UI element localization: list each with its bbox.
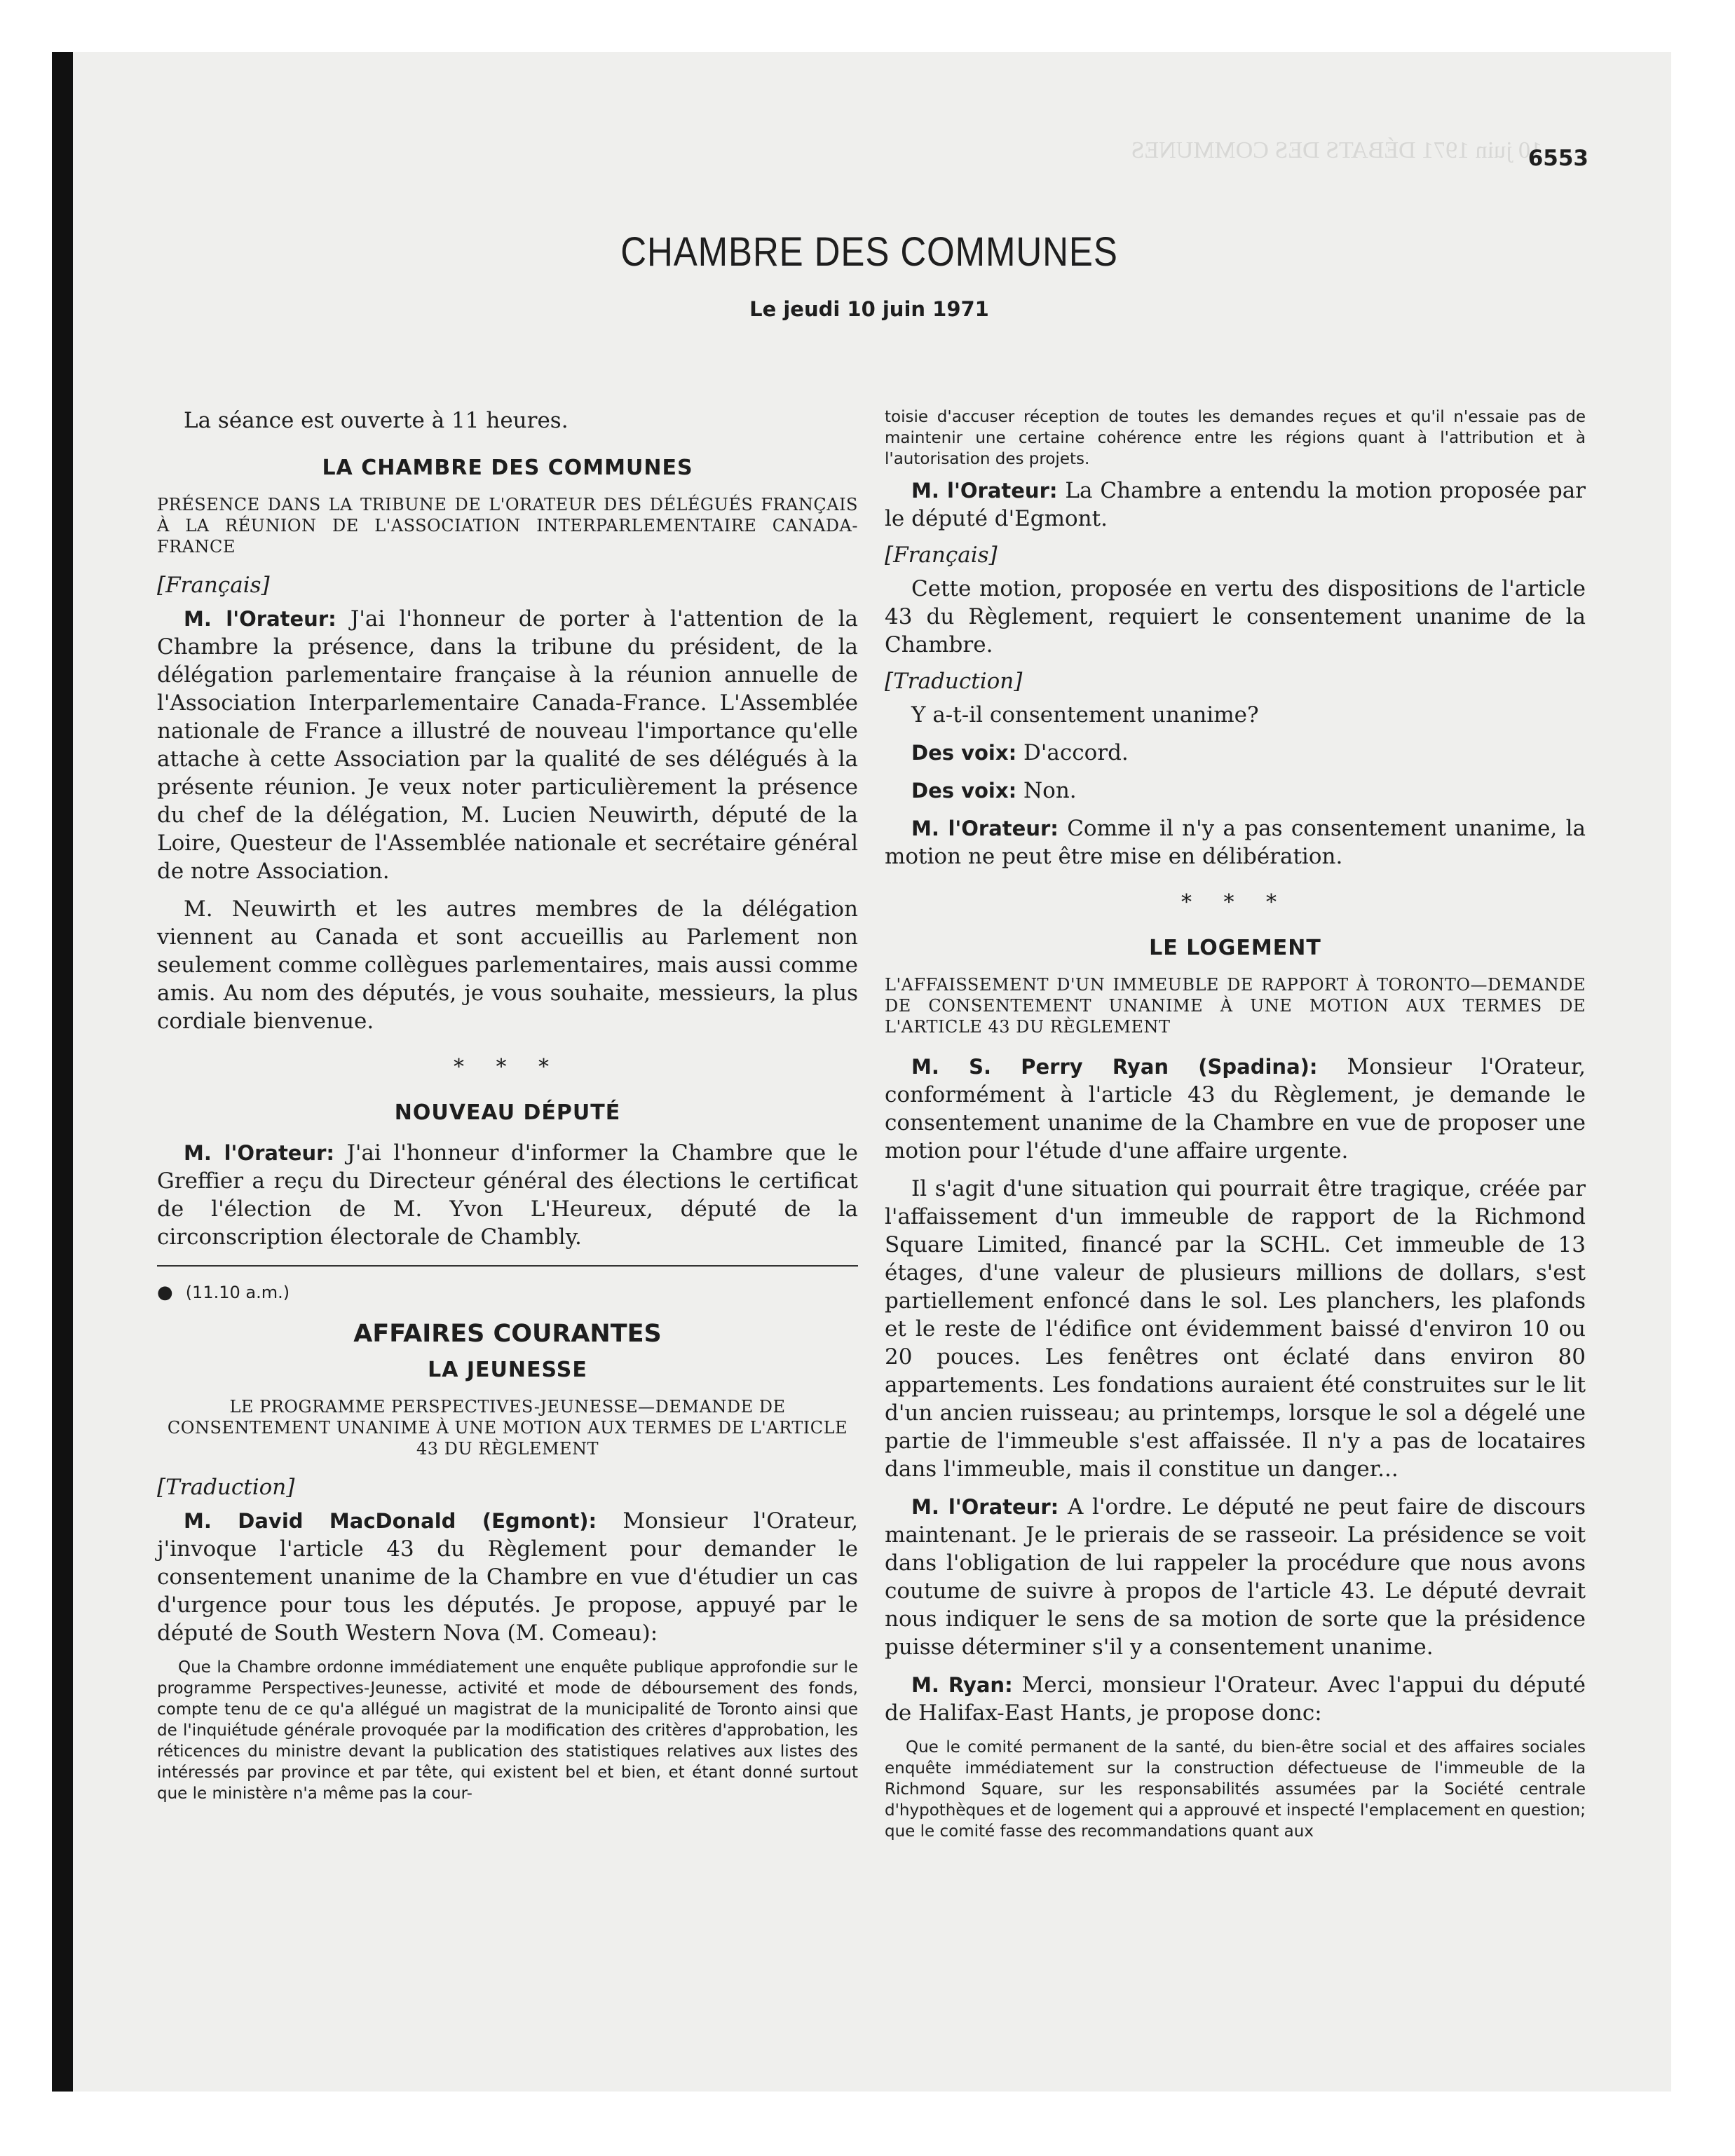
speech: Monsieur l'Orateur, j'invoque l'article 43 du Règlement pour demander le consentement unanime de la Chambre en vue d'étudier un cas d'urgence pour tous les députés. Je propose, appuyé par le député de South Western Nova (M. Comeau): xyxy=(157,1508,858,1646)
speech: La Chambre a entendu la motion proposée par le député d'Egmont. xyxy=(885,478,1586,531)
speaker: M. l'Orateur: xyxy=(911,817,1059,840)
motion-text: Que le comité permanent de la santé, du bien-être social et des affaires sociales enquête immédiatement sur la construction défectueuse de l'immeuble de la Richmond Square, sur les responsabilités assumées par la Société centrale d'hypothèques et de logement qui a approuvé et inspecté l'emplacement en question; que le comité fasse des recommandations quant aux xyxy=(885,1738,1586,1841)
paragraph xyxy=(885,1493,1586,1661)
paragraph: Il s'agit d'une situation qui pourrait être tragique, créée par l'affaissement d'un immeuble de rapport de la Richmond Square Limited, financé par la SCHL. Cet immeuble de 13 étages, d'une valeur de plusieurs millions de dollars, s'est partiellement enfoncé dans le sol. Les planchers, les plafonds et le reste de l'édifice ont évidemment baissé d'environ 10 ou 20 pouces. Les fenêtres ont éclaté dans environ 80 appartements. Les fondations auraient été construites sur le lit d'un ancien ruisseau; au printemps, lorsque le sol a dégelé une partie de l'immeuble s'est affaissée. Il n'y a pas de locataires dans l'immeuble, mais il constitue un danger... xyxy=(885,1176,1586,1482)
speech: J'ai l'honneur de porter à l'attention de la Chambre la présence, dans la tribune du président, de la délégation parlementaire française à la réunion annuelle de l'Association Interparlementaire Canada-France. L'Assemblée nationale de France a illustré de nouveau l'importance qu'elle attache à cette Association par la qualité de ses délégués à la présente réunion. Je veux noter particulièrement la présence du chef de la délégation, M. Lucien Neuwirth, député de la Loire, Questeur de l'Assemblée nationale et secrétaire général de notre Association. xyxy=(157,606,858,884)
speaker: Des voix: xyxy=(911,741,1017,765)
paragraph xyxy=(885,739,1586,767)
speech: Merci, monsieur l'Orateur. Avec l'appui du député de Halifax-East Hants, je propose donc: xyxy=(885,1672,1586,1726)
page-number: 6553 xyxy=(1528,146,1588,171)
section-title: LA CHAMBRE DES COMMUNES xyxy=(322,456,693,480)
section-title: NOUVEAU DÉPUTÉ xyxy=(394,1100,621,1125)
speaker: M. Ryan: xyxy=(911,1673,1013,1697)
speaker: M. l'Orateur: xyxy=(184,607,336,631)
scan-border xyxy=(52,52,73,2092)
section-separator: * * * xyxy=(453,1055,562,1079)
language-tag: [Traduction] xyxy=(157,1475,295,1500)
bleed-through-header: 10 juin 1971 DÉBATS DES COMMUNES xyxy=(1131,137,1542,163)
motion-text: toisie d'accuser réception de toutes les demandes reçues et qu'il n'essaie pas de maintenir une certaine cohérence entre les régions quant à l'attribution et à l'autorisation des projets. xyxy=(885,408,1586,468)
speaker: M. l'Orateur: xyxy=(911,479,1058,503)
speaker: M. l'Orateur: xyxy=(911,1495,1059,1519)
language-tag: [Français] xyxy=(157,573,270,598)
paragraph xyxy=(157,1139,858,1251)
bullet-icon: ● xyxy=(157,1282,173,1303)
sitting-date: Le jeudi 10 juin 1971 xyxy=(749,297,989,321)
paragraph xyxy=(885,777,1586,805)
section-subtitle: LE PROGRAMME PERSPECTIVES-JEUNESSE—DEMANDE DE CONSENTEMENT UNANIME À UNE MOTION AUX TERMES DE L'ARTICLE 43 DU RÈGLEMENT xyxy=(167,1397,848,1459)
speech: Comme il n'y a pas consentement unanime, la motion ne peut être mise en délibération. xyxy=(885,816,1586,869)
speaker: M. S. Perry Ryan (Spadina): xyxy=(911,1055,1318,1079)
opening-line: La séance est ouverte à 11 heures. xyxy=(184,408,569,433)
paragraph xyxy=(885,1053,1586,1165)
section-separator: * * * xyxy=(1181,890,1290,915)
section-title: AFFAIRES COURANTES xyxy=(353,1320,662,1348)
paragraph xyxy=(885,1671,1586,1727)
paragraph: Cette motion, proposée en vertu des dispositions de l'article 43 du Règlement, requiert le consentement unanime de la Chambre. xyxy=(885,576,1586,657)
speech: A l'ordre. Le député ne peut faire de discours maintenant. Je le prierais de se rasseoir. La présidence se voit dans l'obligation de lui rappeler la procédure que nous avons coutume de suivre à propos de l'article 43. Le député devrait nous indiquer le sens de sa motion de sorte que la présidence puisse déterminer s'il y a consentement unanime. xyxy=(885,1494,1586,1660)
section-title: LE LOGEMENT xyxy=(1149,936,1321,960)
section-subtitle: PRÉSENCE DANS LA TRIBUNE DE L'ORATEUR DES DÉLÉGUÉS FRANÇAIS À LA RÉUNION DE L'ASSOCIATION INTERPARLEMENTAIRE CANADA-FRANCE xyxy=(157,495,858,557)
divider xyxy=(157,1265,858,1267)
left-column xyxy=(157,407,858,1811)
speech: J'ai l'honneur d'informer la Chambre que le Greffier a reçu du Directeur général des élections le certificat de l'élection de M. Yvon L'Heureux, député de la circonscription électorale de Chambly. xyxy=(157,1140,858,1250)
paragraph xyxy=(157,605,858,885)
paragraph xyxy=(885,477,1586,533)
speaker: M. l'Orateur: xyxy=(184,1141,335,1165)
speech: D'accord. xyxy=(1016,740,1129,765)
speech: Monsieur l'Orateur, conformément à l'article 43 du Règlement, je demande le consentement unanime de la Chambre en vue de proposer une motion pour l'étude d'une affaire urgente. xyxy=(885,1054,1586,1164)
speech: Non. xyxy=(1016,778,1077,803)
subsection-title: LA JEUNESSE xyxy=(428,1358,587,1382)
paragraph xyxy=(157,1507,858,1647)
timestamp: ● (11.10 a.m.) xyxy=(157,1282,290,1303)
speaker: M. David MacDonald (Egmont): xyxy=(184,1509,597,1533)
section-subtitle: L'AFFAISSEMENT D'UN IMMEUBLE DE RAPPORT À TORONTO—DEMANDE DE CONSENTEMENT UNANIME À UNE MOTION AUX TERMES DE L'ARTICLE 43 DU RÈGLEMENT xyxy=(885,975,1586,1037)
speaker: Des voix: xyxy=(911,779,1017,803)
page-title: CHAMBRE DES COMMUNES xyxy=(620,229,1118,275)
language-tag: [Traduction] xyxy=(885,669,1023,694)
right-column xyxy=(885,407,1586,1849)
motion-text: Que la Chambre ordonne immédiatement une enquête publique approfondie sur le programme Perspectives-Jeunesse, activité et mode de déboursement des fonds, compte tenu de ce qu'a allégué un magistrat de la municipalité de Toronto ainsi que de l'inquiétude générale provoquée par la modification des critères d'approbation, les réticences du ministre devant la publication des statistiques relatives aux listes des intéressés par province et par tête, qui existent bel et bien, et étant donné surtout que le ministère n'a même pas la cour- xyxy=(157,1658,858,1803)
paragraph xyxy=(885,814,1586,871)
language-tag: [Français] xyxy=(885,543,998,568)
paragraph: Y a-t-il consentement unanime? xyxy=(911,702,1259,728)
paragraph: M. Neuwirth et les autres membres de la délégation viennent au Canada et sont accueillis au Parlement non seulement comme collègues parlementaires, mais aussi comme amis. Au nom des députés, je vous souhaite, messieurs, la plus cordiale bienvenue. xyxy=(157,896,858,1034)
